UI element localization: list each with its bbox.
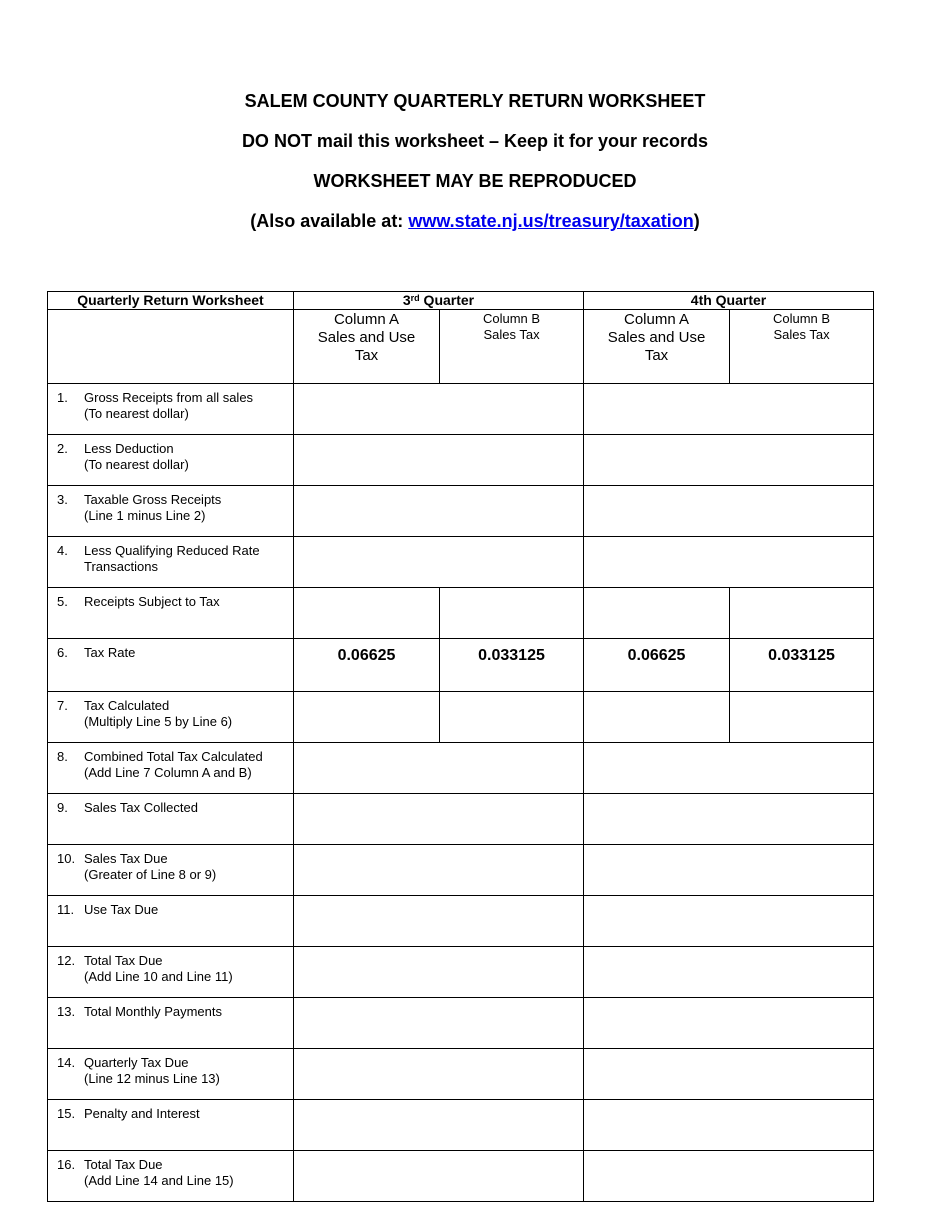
line-text-part: Quarterly Tax Due (84, 1055, 189, 1070)
entry-cell-q3[interactable] (294, 537, 584, 588)
line-text (84, 749, 284, 781)
entry-cell-q3[interactable] (294, 384, 584, 435)
q3-header: 3rd Quarter (294, 292, 584, 310)
line-text-part: Total Tax Due (84, 953, 163, 968)
entry-cell-q3[interactable] (294, 1151, 584, 1202)
line-number: 8. (57, 749, 68, 764)
line-text (84, 543, 284, 575)
line-text-part: Sales Tax Due (84, 851, 168, 866)
line-label (48, 384, 294, 435)
line-text-part: Total Tax Due (84, 1157, 163, 1172)
line-number: 4. (57, 543, 68, 558)
line-text-part: Taxable Gross Receipts (84, 492, 222, 507)
table-row (48, 692, 874, 743)
blank-header-cell (48, 310, 294, 384)
table-row (48, 998, 874, 1049)
table-row (48, 1049, 874, 1100)
line-label (48, 588, 294, 639)
line-text-part: (To nearest dollar) (84, 406, 189, 421)
line-label (48, 947, 294, 998)
entry-cell-q4-b[interactable] (730, 692, 874, 743)
line-text-part: Receipts Subject to Tax (84, 594, 220, 609)
line-text-part: (Line 1 minus Line 2) (84, 508, 206, 523)
availability-line (0, 211, 950, 232)
worksheet-title: SALEM COUNTY QUARTERLY RETURN WORKSHEET (244, 91, 706, 111)
line-number: 1. (57, 390, 68, 405)
entry-cell-q4[interactable] (584, 743, 874, 794)
line-text-part: Tax Calculated (84, 698, 170, 713)
taxation-website-link[interactable]: www.state.nj.us/treasury/taxation (408, 211, 694, 231)
line-number: 9. (57, 800, 68, 815)
entry-cell-q4[interactable] (584, 1151, 874, 1202)
q4-column-b-header: Column B Sales Tax (730, 310, 874, 384)
entry-cell-q4-a[interactable] (584, 588, 730, 639)
entry-cell-q4[interactable] (584, 435, 874, 486)
entry-cell-q4[interactable] (584, 486, 874, 537)
line-number: 14. (57, 1055, 76, 1070)
line-text-part: (Greater of Line 8 or 9) (84, 867, 217, 882)
entry-cell-q4-b[interactable] (730, 588, 874, 639)
table-row (48, 743, 874, 794)
tax-rate-q3-b: 0.033125 (440, 639, 584, 692)
line-label (48, 743, 294, 794)
line-text (84, 645, 284, 661)
line-label (48, 1100, 294, 1151)
line-text (84, 953, 284, 985)
line-label (48, 537, 294, 588)
line-label (48, 486, 294, 537)
line-text-part: Tax Rate (84, 645, 136, 660)
line-number: 7. (57, 698, 68, 713)
line-text-part: (Line 12 minus Line 13) (84, 1071, 220, 1086)
line-text (84, 594, 284, 610)
entry-cell-q3-a[interactable] (294, 692, 440, 743)
entry-cell-q4[interactable] (584, 845, 874, 896)
column-header-row (48, 310, 874, 384)
line-text (84, 1004, 284, 1020)
line-text-part: Total Monthly Payments (84, 1004, 223, 1019)
line-text-part: Sales Tax Collected (84, 800, 198, 815)
line-text-part: (Add Line 10 and Line 11) (84, 969, 233, 984)
line-label (48, 1049, 294, 1100)
line-text (84, 390, 284, 422)
line-text-part: Less Deduction (84, 441, 174, 456)
line-text (84, 902, 284, 918)
entry-cell-q3[interactable] (294, 845, 584, 896)
line-number: 3. (57, 492, 68, 507)
table-row (48, 794, 874, 845)
entry-cell-q3[interactable] (294, 743, 584, 794)
line-text (84, 851, 284, 883)
tax-rate-q4-b: 0.033125 (730, 639, 874, 692)
entry-cell-q4[interactable] (584, 1049, 874, 1100)
table-row (48, 947, 874, 998)
line-text-part: (Multiply Line 5 by Line 6) (84, 714, 233, 729)
line-label (48, 435, 294, 486)
line-number: 6. (57, 645, 68, 660)
entry-cell-q3-b[interactable] (440, 588, 584, 639)
line-text-part: Transactions (84, 559, 158, 574)
line-text (84, 800, 284, 816)
table-row (48, 1151, 874, 1202)
line-text (84, 1106, 284, 1122)
line-text-part: Combined Total Tax Calculated (84, 749, 263, 764)
line-text (84, 698, 284, 730)
entry-cell-q4[interactable] (584, 998, 874, 1049)
line-text (84, 1055, 284, 1087)
line-text-part: (To nearest dollar) (84, 457, 189, 472)
line-text-part: (Add Line 7 Column A and B) (84, 765, 252, 780)
entry-cell-q3-a[interactable] (294, 588, 440, 639)
entry-cell-q4-a[interactable] (584, 692, 730, 743)
entry-cell-q4[interactable] (584, 896, 874, 947)
line-label (48, 692, 294, 743)
line-number: 15. (57, 1106, 76, 1121)
table-row (48, 1100, 874, 1151)
line-text (84, 1157, 284, 1189)
entry-cell-q3[interactable] (294, 998, 584, 1049)
line-number: 12. (57, 953, 76, 968)
q3-column-b-header: Column B Sales Tax (440, 310, 584, 384)
entry-cell-q4[interactable] (584, 794, 874, 845)
entry-cell-q3[interactable] (294, 486, 584, 537)
entry-cell-q3[interactable] (294, 1049, 584, 1100)
line-number: 10. (57, 851, 76, 866)
entry-cell-q4[interactable] (584, 537, 874, 588)
entry-cell-q4[interactable] (584, 1100, 874, 1151)
entry-cell-q3[interactable] (294, 435, 584, 486)
line-label (48, 845, 294, 896)
availability-prefix: (Also available at: (250, 211, 409, 231)
table-row (48, 435, 874, 486)
entry-cell-q3[interactable] (294, 947, 584, 998)
entry-cell-q3[interactable] (294, 1100, 584, 1151)
table-row (48, 384, 874, 435)
quarterly-return-table (47, 291, 874, 1202)
line-text-part: Use Tax Due (84, 902, 159, 917)
line-text-part: Less Qualifying Reduced Rate (84, 543, 260, 558)
entry-cell-q3[interactable] (294, 896, 584, 947)
table-row (48, 486, 874, 537)
line-label (48, 639, 294, 692)
line-label (48, 794, 294, 845)
entry-cell-q3-b[interactable] (440, 692, 584, 743)
do-not-mail-notice: DO NOT mail this worksheet – Keep it for your records (241, 131, 709, 151)
table-row (48, 896, 874, 947)
tax-rate-q4-a: 0.06625 (584, 639, 730, 692)
line-text-part: (Add Line 14 and Line 15) (84, 1173, 234, 1188)
entry-cell-q4[interactable] (584, 947, 874, 998)
line-text-part: Gross Receipts from all sales (84, 390, 254, 405)
entry-cell-q4[interactable] (584, 384, 874, 435)
tax-rate-q3-a: 0.06625 (294, 639, 440, 692)
worksheet-header-label: Quarterly Return Worksheet (48, 292, 294, 310)
line-text (84, 492, 284, 524)
line-number: 13. (57, 1004, 76, 1019)
line-text-part: Penalty and Interest (84, 1106, 200, 1121)
reproduce-notice: WORKSHEET MAY BE REPRODUCED (313, 171, 637, 191)
entry-cell-q3[interactable] (294, 794, 584, 845)
line-number: 11. (57, 902, 75, 917)
quarter-header-row (48, 292, 874, 310)
line-label (48, 998, 294, 1049)
line-label (48, 1151, 294, 1202)
table-row (48, 845, 874, 896)
q4-column-a-header: Column A Sales and Use Tax (584, 310, 730, 384)
line-label (48, 896, 294, 947)
line-number: 2. (57, 441, 68, 456)
availability-suffix: ) (693, 211, 700, 231)
table-row (48, 537, 874, 588)
q3-column-a-header: Column A Sales and Use Tax (294, 310, 440, 384)
table-row (48, 639, 874, 692)
line-number: 5. (57, 594, 68, 609)
q4-header: 4th Quarter (584, 292, 874, 310)
table-row (48, 588, 874, 639)
line-text (84, 441, 284, 473)
line-number: 16. (57, 1157, 76, 1172)
